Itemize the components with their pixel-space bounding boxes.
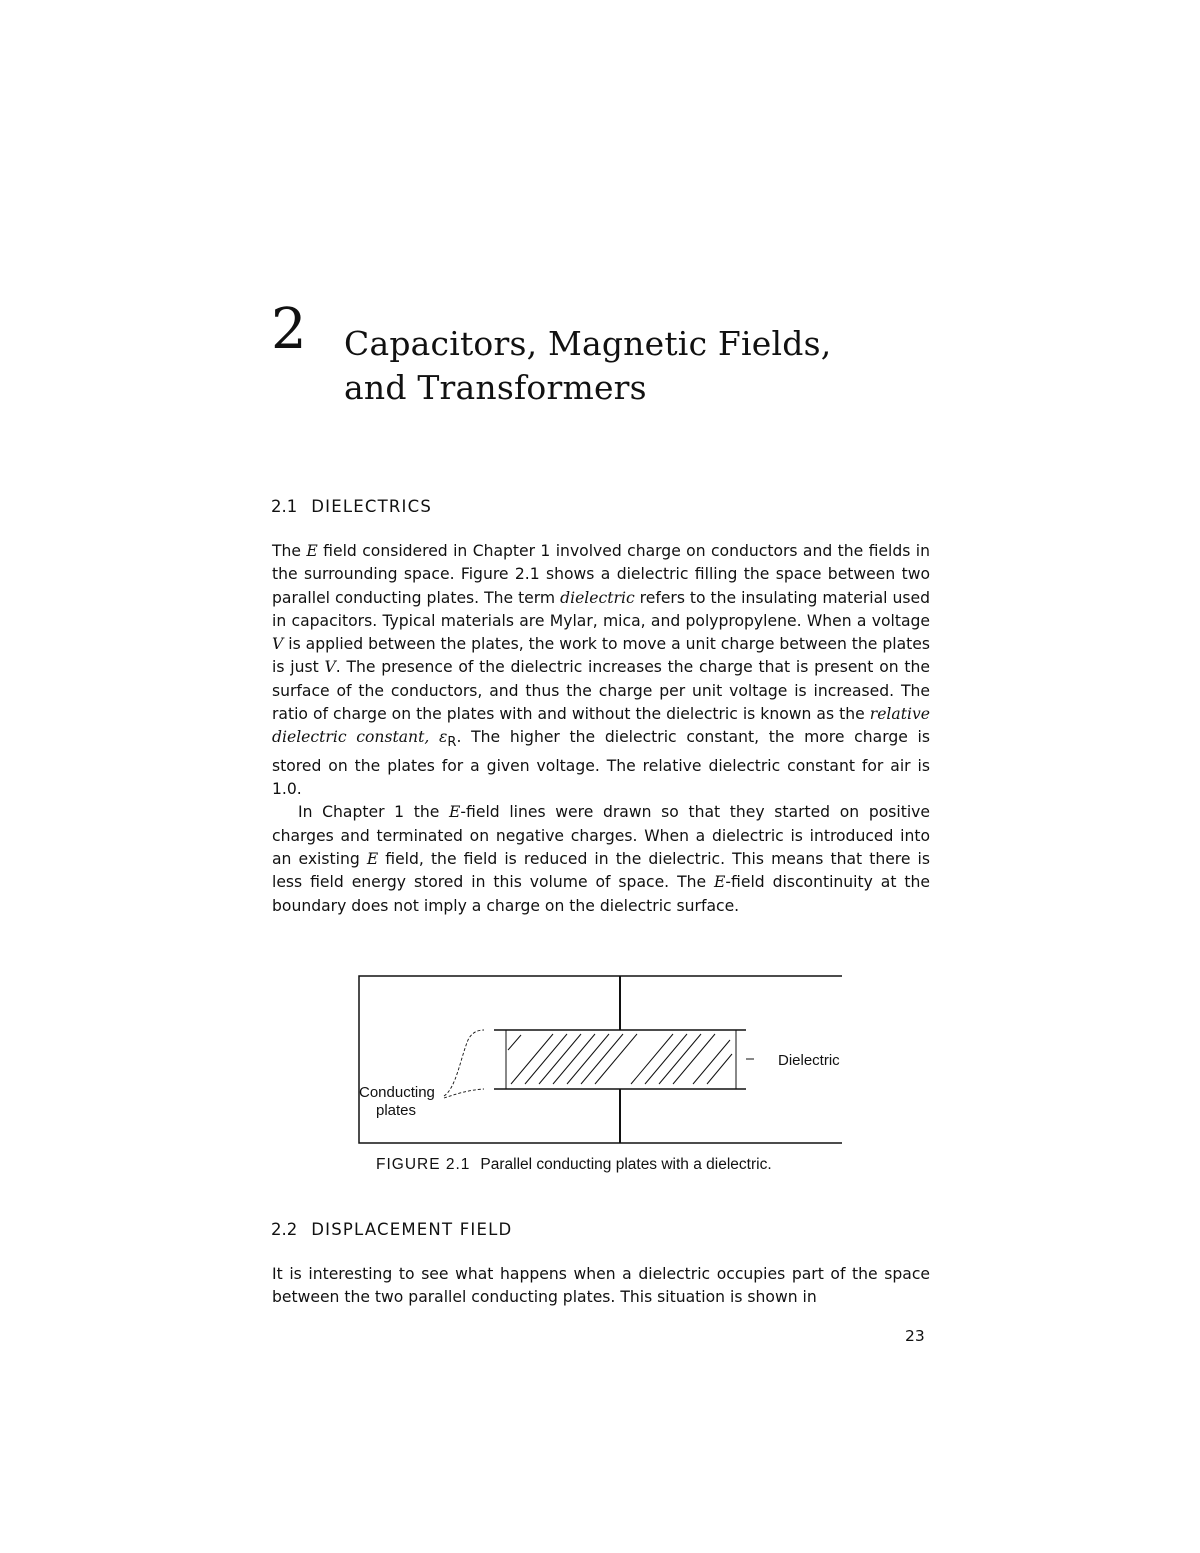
chapter-number: 2 bbox=[271, 297, 307, 362]
label-plates: plates bbox=[376, 1102, 417, 1119]
leader-to-bottom-plate bbox=[444, 1089, 484, 1098]
section-heading-dielectrics bbox=[271, 497, 432, 516]
page-number: 23 bbox=[905, 1327, 925, 1345]
figure-caption bbox=[376, 1156, 772, 1174]
capacitor-figure bbox=[352, 968, 852, 1150]
section-body-dielectrics bbox=[272, 540, 930, 918]
figure-caption-label: FIGURE 2.1 bbox=[376, 1156, 471, 1173]
dielectric-hatching bbox=[508, 1034, 732, 1084]
figure-caption-text: Parallel conducting plates with a dielectric. bbox=[480, 1156, 772, 1173]
paragraph: In Chapter 1 the E-field lines were drawn so that they started on positive charges and terminated on negative charges. When a dielectric is introduced into an existing E field, the field is reduced in the dielectric. This means that there is less field energy stored in this volume of space. The E-field discontinuity at the boundary does not imply a charge on the dielectric surface. bbox=[272, 803, 931, 915]
chapter-title-line-1: Capacitors, Magnetic Fields, bbox=[344, 324, 832, 363]
section-title: DIELECTRICS bbox=[311, 497, 432, 516]
figure-frame bbox=[359, 976, 842, 1143]
label-dielectric: Dielectric bbox=[778, 1052, 840, 1069]
dielectric-block bbox=[506, 1030, 736, 1089]
section-title: DISPLACEMENT FIELD bbox=[311, 1220, 513, 1239]
section-heading-displacement-field bbox=[271, 1220, 512, 1239]
section-body-displacement-field bbox=[272, 1263, 930, 1310]
section-number: 2.1 bbox=[271, 497, 298, 516]
leader-to-top-plate bbox=[444, 1030, 484, 1096]
paragraph: The E field considered in Chapter 1 involved charge on conductors and the fields in the surrounding space. Figure 2.1 shows a dielectric filling the space between two parallel conducting plates. The term dielectric refers to the insulating material used in capacitors. Typical materials are Mylar, mica, and polypropylene. When a voltage V is applied between the plates, the work to move a unit charge between the plates is just V. The presence of the dielectric increases the charge that is present on the surface of the conductors, and thus the charge per unit voltage is increased. The ratio of charge on the plates with and without the dielectric is known as the relative dielectric constant, $\varepsilon_R$. The higher the dielectric constant, the more charge is stored on the plates for a given voltage. The relative dielectric constant for air is 1.0. bbox=[272, 542, 930, 799]
chapter-title-line-2: and Transformers bbox=[344, 368, 647, 407]
label-conducting: Conducting bbox=[359, 1084, 435, 1101]
section-number: 2.2 bbox=[271, 1220, 298, 1239]
chapter-title bbox=[344, 322, 904, 410]
paragraph: It is interesting to see what happens when a dielectric occupies part of the space between the two parallel conducting plates. This situation is shown in bbox=[272, 1265, 930, 1307]
